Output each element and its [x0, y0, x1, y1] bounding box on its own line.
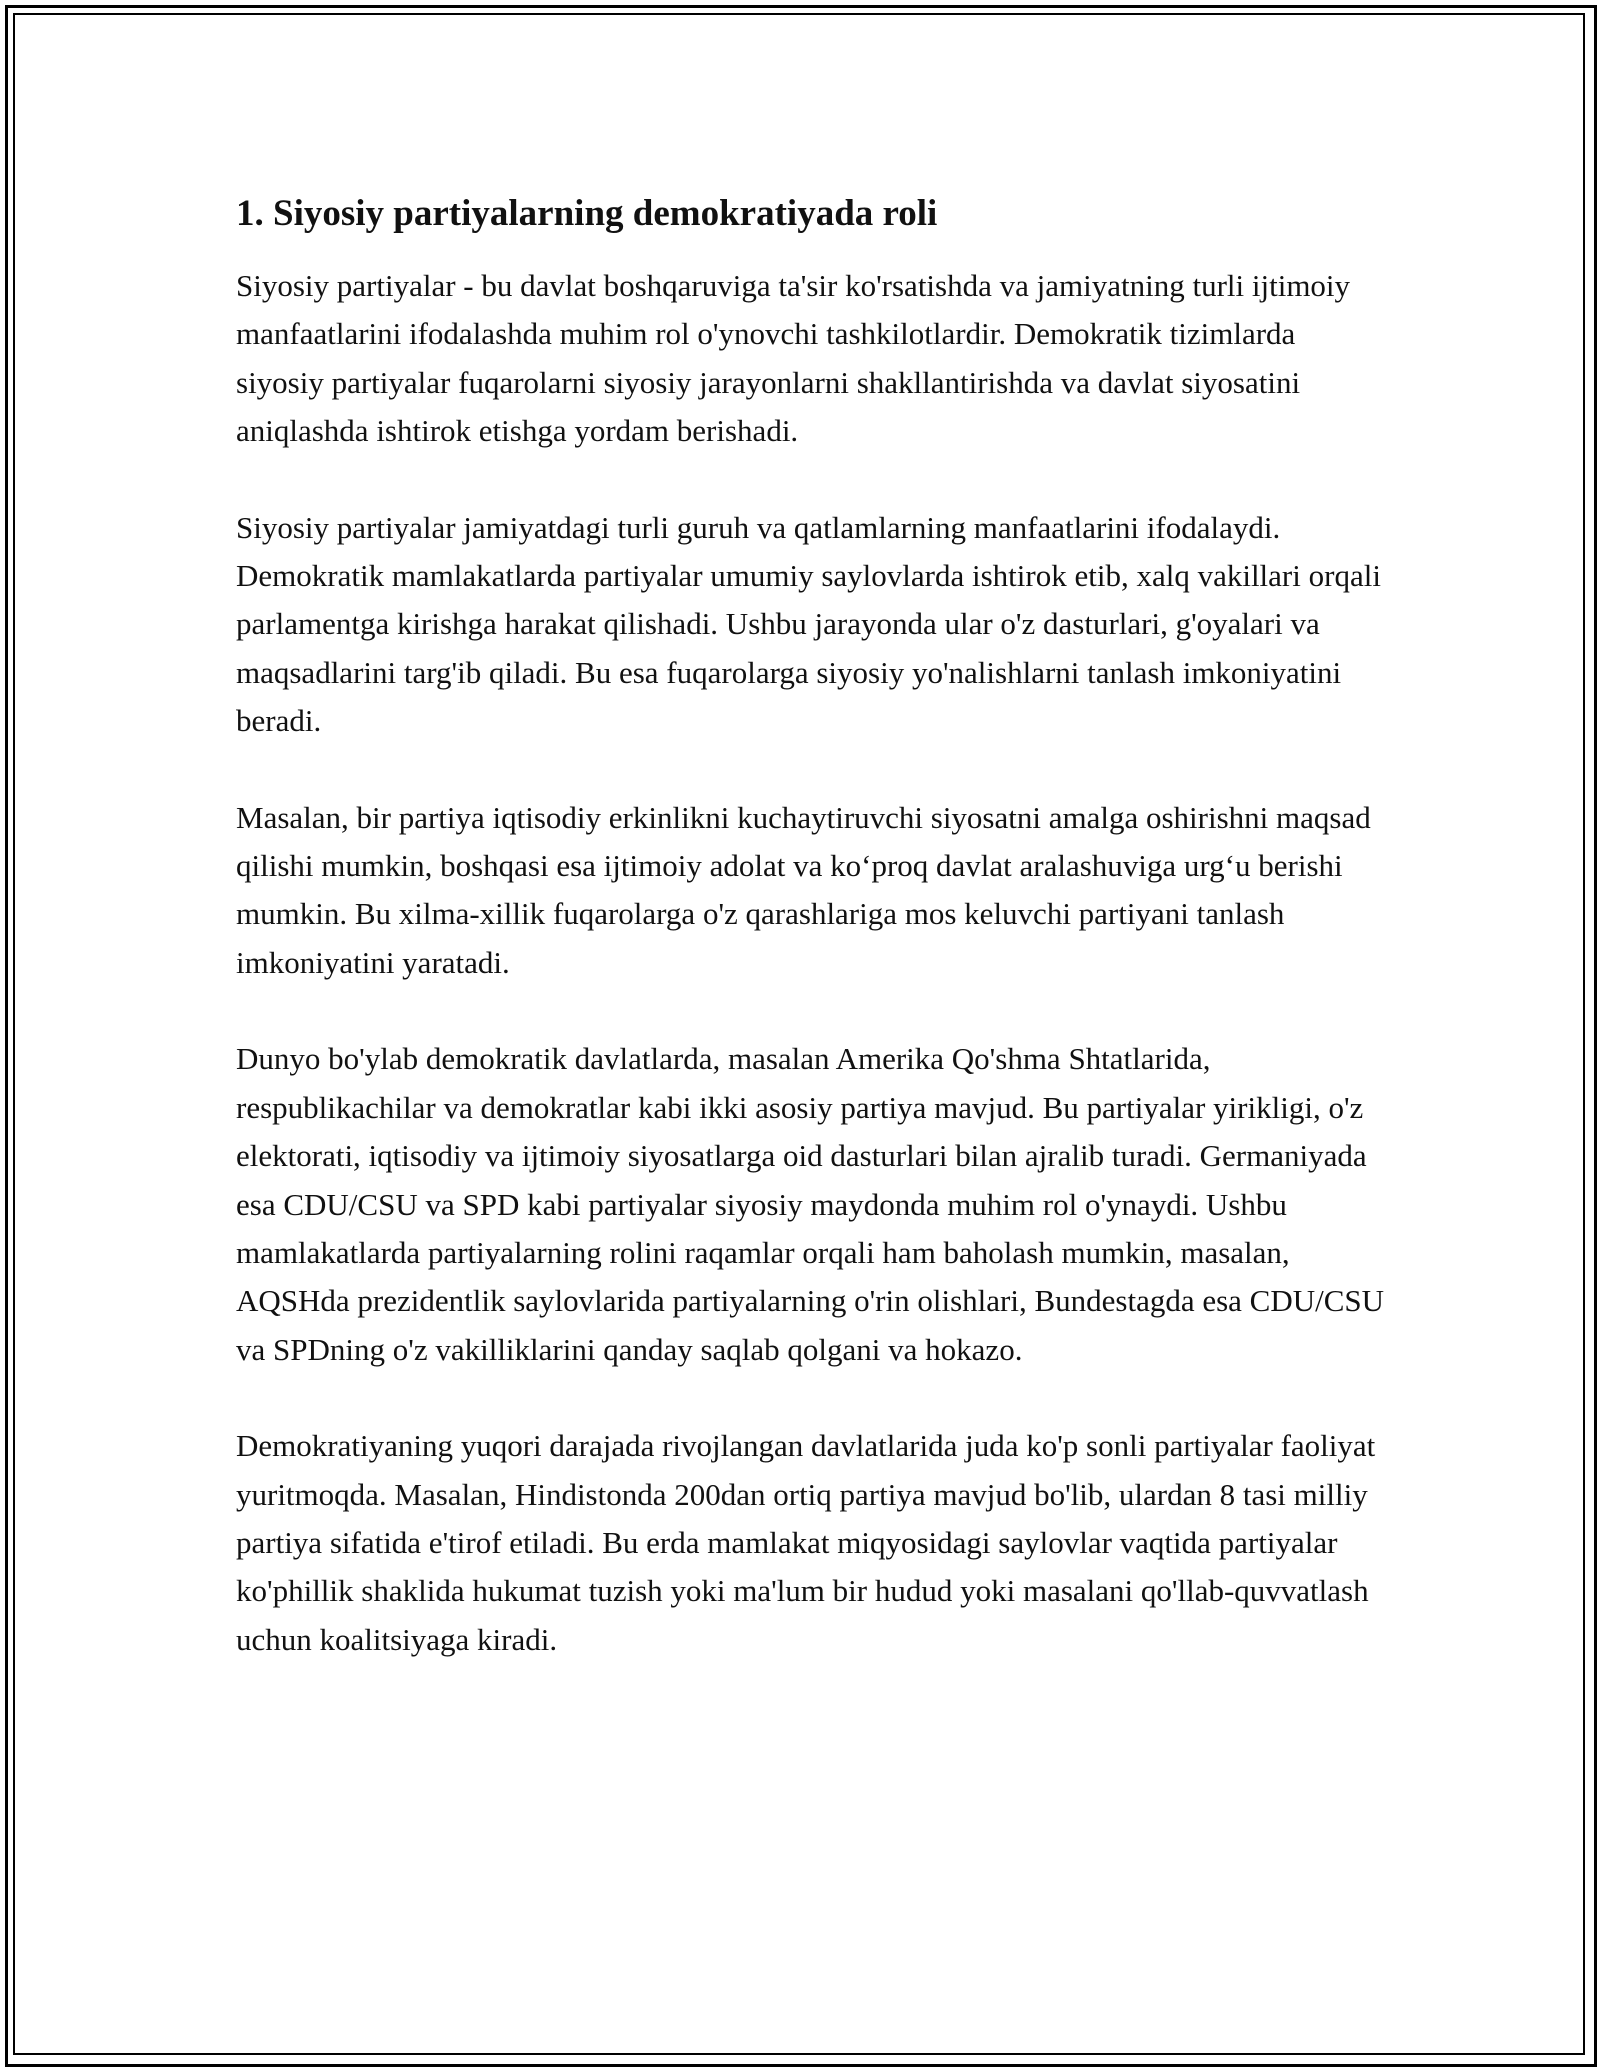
page-title: 1. Siyosiy partiyalarning demokratiyada roli — [236, 193, 938, 234]
document-body — [236, 190, 1386, 1712]
paragraph-1: Siyosiy partiyalar - bu davlat boshqaruviga ta'sir ko'rsatishda va jamiyatning turli ijtimoiy manfaatlarini ifodalashda muhim rol o'ynovchi tashkilotlardir. Demokratik tizimlarda siyosiy partiyalar fuqarolarni siyosiy jarayonlarni shakllantirishda va davlat siyosatini aniqlashda ishtirok etishga yordam berishadi. — [236, 268, 1351, 449]
paragraph-4: Dunyo bo'ylab demokratik davlatlarda, masalan Amerika Qo'shma Shtatlarida, respublikachilar va demokratlar kabi ikki asosiy partiya mavjud. Bu partiyalar yirikligi, o'z elektorati, iqtisodiy va ijtimoiy siyosatlarga oid dasturlari bilan ajralib turadi. Germaniyada esa CDU/CSU va SPD kabi partiyalar siyosiy maydonda muhim rol o'ynaydi. Ushbu mamlakatlarda partiyalarning rolini raqamlar orqali ham baholash mumkin, masalan, AQSHda prezidentlik saylovlarida partiyalarning o'rin olishlari, Bundestagda esa CDU/CSU va SPDning o'z vakilliklarini qanday saqlab qolgani va hokazo. — [236, 1041, 1385, 1367]
paragraph-2: Siyosiy partiyalar jamiyatdagi turli guruh va qatlamlarning manfaatlarini ifodalaydi. Demokratik mamlakatlarda partiyalar umumiy saylovlarda ishtirok etib, xalq vakillari orqali parlamentga kirishga harakat qilishadi. Ushbu jarayonda ular o'z dasturlari, g'oyalari va maqsadlarini targ'ib qiladi. Bu esa fuqarolarga siyosiy yo'nalishlarni tanlash imkoniyatini beradi. — [236, 509, 1381, 739]
paragraph-3: Masalan, bir partiya iqtisodiy erkinlikni kuchaytiruvchi siyosatni amalga oshirishni maqsad qilishi mumkin, boshqasi esa ijtimoiy adolat va ko‘proq davlat aralashuviga urg‘u berishi mumkin. Bu xilma-xillik fuqarolarga o'z qarashlariga mos keluvchi partiyani tanlash imkoniyatini yaratadi. — [236, 799, 1371, 980]
paragraph-5: Demokratiyaning yuqori darajada rivojlangan davlatlarida juda ko'p sonli partiyalar faoliyat yuritmoqda. Masalan, Hindistonda 200dan ortiq partiya mavjud bo'lib, ulardan 8 tasi milliy partiya sifatida e'tirof etiladi. Bu erda mamlakat miqyosidagi saylovlar vaqtida partiyalar ko'phillik shaklida hukumat tuzish yoki ma'lum bir hudud yoki masalani qo'llab-quvvatlash uchun koalitsiyaga kiradi. — [236, 1428, 1376, 1657]
